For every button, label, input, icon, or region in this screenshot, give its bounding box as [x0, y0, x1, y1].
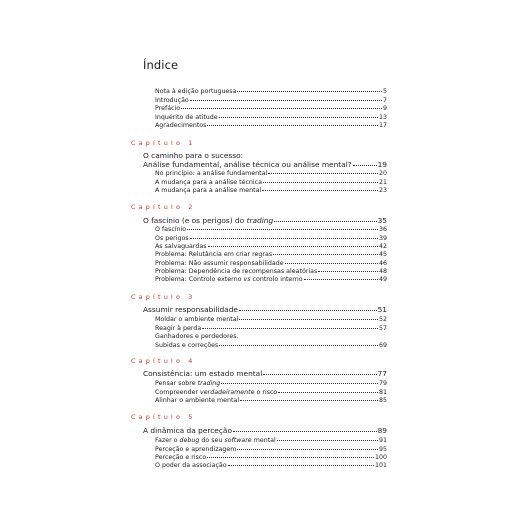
toc-entry[interactable]	[155, 235, 387, 243]
toc-entry-page: 57	[378, 325, 387, 332]
page-title: Índice	[143, 58, 179, 72]
dot-leader	[304, 279, 378, 280]
toc-entry-text: A mudança para a análise técnica	[155, 179, 262, 186]
toc-entry[interactable]	[155, 446, 387, 454]
toc-entry-part: controlo interno	[250, 276, 303, 283]
toc-entry[interactable]	[155, 187, 387, 195]
dot-leader	[263, 182, 378, 183]
toc-entry-page: 52	[378, 316, 387, 323]
chapter-label: Capítulo 1	[131, 139, 196, 147]
toc-entry-part: Fazer o	[155, 437, 180, 444]
toc-entry-emphasis: vs	[243, 276, 251, 283]
toc-entry-text: Subidas e correções	[155, 342, 219, 349]
toc-entry-emphasis: debug	[179, 437, 200, 444]
toc-entry-page: 13	[378, 114, 387, 121]
toc-entry-page: 9	[382, 105, 387, 112]
toc-entry-page: 85	[378, 397, 387, 404]
dot-leader	[278, 392, 378, 393]
toc-entry[interactable]	[155, 226, 387, 234]
dot-leader	[263, 374, 376, 375]
toc-entry-emphasis: software	[224, 437, 252, 444]
toc-entry-text: Alinhar o ambiente mental	[155, 397, 240, 404]
toc-entry-page: 21	[378, 179, 387, 186]
dot-leader	[353, 165, 377, 166]
toc-entry-text: Perceção e aprendizagem	[155, 446, 237, 453]
toc-entry-introducao[interactable]	[155, 97, 387, 105]
chapter-title-entry[interactable]	[143, 160, 387, 169]
toc-entry[interactable]	[155, 260, 387, 268]
dot-leader	[237, 91, 382, 92]
toc-entry-page: 39	[378, 235, 387, 242]
toc-entry[interactable]	[155, 179, 387, 187]
toc-entry[interactable]	[155, 251, 387, 259]
toc-entry-page: 69	[378, 342, 387, 349]
toc-entry-text: Introdução	[155, 97, 189, 104]
dot-leader	[190, 100, 382, 101]
dot-leader	[273, 254, 378, 255]
toc-entry-text	[155, 276, 303, 284]
chapter-page: 19	[377, 160, 387, 169]
toc-entry-page: 46	[378, 260, 387, 267]
chapter-title-text: A dinâmica da perceção	[143, 426, 232, 435]
toc-entry-page: 20	[378, 170, 387, 177]
toc-entry-text: Prefácio	[155, 105, 181, 112]
toc-entry-page: 48	[378, 268, 387, 275]
toc-entry-emphasis: trading	[197, 380, 221, 387]
toc-entry-inquerito[interactable]	[155, 114, 387, 122]
toc-entry-text: Reagir à perda	[155, 325, 202, 332]
dot-leader	[239, 310, 377, 311]
dot-leader	[237, 449, 378, 450]
toc-entry-text: Os perigos	[155, 235, 189, 242]
toc-entry[interactable]	[155, 380, 387, 388]
chapter-title-text	[143, 216, 273, 225]
dot-leader	[207, 125, 378, 126]
toc-entry[interactable]	[155, 462, 387, 470]
toc-entry-page: 45	[378, 251, 387, 258]
chapter-title: O caminho para o sucesso:	[143, 151, 244, 160]
toc-entry-text: Perceção e risco	[155, 454, 207, 461]
toc-entry-page: 79	[378, 380, 387, 387]
chapter-title-entry[interactable]	[143, 369, 387, 378]
dot-leader	[262, 190, 378, 191]
chapter-title-text: Consistência: um estado mental	[143, 369, 263, 378]
toc-entry-part: do seu	[199, 437, 225, 444]
chapter-page: 77	[377, 369, 387, 378]
toc-entry-part: Pensar sobre	[155, 380, 198, 387]
dot-leader	[318, 271, 378, 272]
toc-entry[interactable]	[155, 454, 387, 462]
chapter-label: Capítulo 4	[131, 357, 196, 365]
toc-entry-agradecimentos[interactable]	[155, 122, 387, 130]
chapter-title-entry[interactable]	[143, 216, 387, 225]
chapter-title-part: O fascínio (e os perigos) do	[143, 216, 247, 225]
chapter-label: Capítulo 3	[131, 293, 196, 301]
dot-leader	[219, 117, 378, 118]
toc-entry-text: No princípio: a análise fundamental	[155, 170, 268, 177]
toc-entry-text: Agradecimentos	[155, 122, 207, 129]
toc-entry-page: 100	[374, 454, 387, 461]
dot-leader	[277, 440, 378, 441]
toc-entry-page: 49	[378, 276, 387, 283]
toc-entry[interactable]	[155, 268, 387, 276]
toc-entry-text: Inquérito de atitude	[155, 114, 218, 121]
toc-entry-text: Problema: Relutância em criar regras	[155, 251, 273, 258]
dot-leader	[208, 246, 378, 247]
toc-entry-text: Problema: Não assumir responsabilidade	[155, 260, 284, 267]
chapter-page: 35	[377, 216, 387, 225]
dot-leader	[221, 383, 378, 384]
toc-entry-page: 95	[378, 446, 387, 453]
toc-entry-page: 7	[382, 97, 387, 104]
toc-entry[interactable]	[155, 437, 387, 445]
toc-entry-text: O poder da associação	[155, 462, 227, 469]
toc-entry-page: 23	[378, 187, 387, 194]
toc-entry-part: o risco	[254, 389, 278, 396]
dot-leader	[190, 238, 378, 239]
dot-leader	[187, 229, 378, 230]
dot-leader	[274, 221, 376, 222]
toc-entry-page: 81	[378, 389, 387, 396]
chapter-title-emphasis: trading	[246, 216, 274, 225]
dot-leader	[233, 431, 377, 432]
toc-entry[interactable]	[155, 316, 387, 324]
chapter-title-text: Análise fundamental, análise técnica ou análise mental?	[143, 160, 352, 169]
chapter-title-entry[interactable]	[143, 426, 387, 435]
toc-entry-part: mental	[251, 437, 276, 444]
dot-leader	[181, 108, 382, 109]
toc-entry-text: Nota à edição portuguesa	[155, 88, 237, 95]
dot-leader	[285, 263, 378, 264]
dot-leader	[268, 173, 378, 174]
toc-entry[interactable]	[155, 325, 387, 333]
toc-entry-text: Problema: Dependência de recompensas aleatórias	[155, 268, 318, 275]
toc-entry-page: 42	[378, 243, 387, 250]
chapter-label: Capítulo 5	[131, 413, 196, 421]
toc-entry-page: 36	[378, 226, 387, 233]
toc-entry[interactable]	[155, 276, 387, 284]
toc-entry-emphasis: verdadeiramente	[200, 389, 255, 396]
toc-entry-text	[155, 437, 276, 445]
dot-leader	[207, 457, 374, 458]
toc-entry-page: 17	[378, 122, 387, 129]
toc-entry-text: As salvaguardas	[155, 243, 207, 250]
chapter-page: 89	[377, 426, 387, 435]
dot-leader	[219, 345, 378, 346]
toc-entry-text	[155, 389, 277, 397]
toc-entry[interactable]	[155, 170, 387, 178]
toc-entry-page: 91	[378, 437, 387, 444]
toc-entry-no-page[interactable]: Ganhadores e perdedores.	[155, 333, 239, 340]
dot-leader	[240, 400, 378, 401]
toc-entry-part: Compreender	[155, 389, 201, 396]
toc-entry[interactable]	[155, 389, 387, 397]
toc-entry-nota[interactable]	[155, 88, 387, 96]
toc-entry-page: 101	[374, 462, 387, 469]
toc-entry-page: 5	[382, 88, 387, 95]
toc-entry-text: A mudança para a análise mental	[155, 187, 262, 194]
dot-leader	[202, 328, 378, 329]
toc-entry-text	[155, 380, 220, 388]
dot-leader	[239, 319, 378, 320]
dot-leader	[228, 465, 374, 466]
chapter-title-entry[interactable]	[143, 305, 387, 314]
chapter-label: Capítulo 2	[131, 203, 196, 211]
toc-entry-text: O fascínio	[155, 226, 187, 233]
toc-entry[interactable]	[155, 243, 387, 251]
toc-entry[interactable]	[155, 397, 387, 405]
chapter-page: 51	[377, 305, 387, 314]
chapter-title-text: Assumir responsabilidade	[143, 305, 238, 314]
toc-entry[interactable]	[155, 342, 387, 350]
toc-entry-prefacio[interactable]	[155, 105, 387, 113]
toc-entry-text: Moldar o ambiente mental	[155, 316, 239, 323]
toc-entry-part: Problema: Controlo externo	[155, 276, 244, 283]
